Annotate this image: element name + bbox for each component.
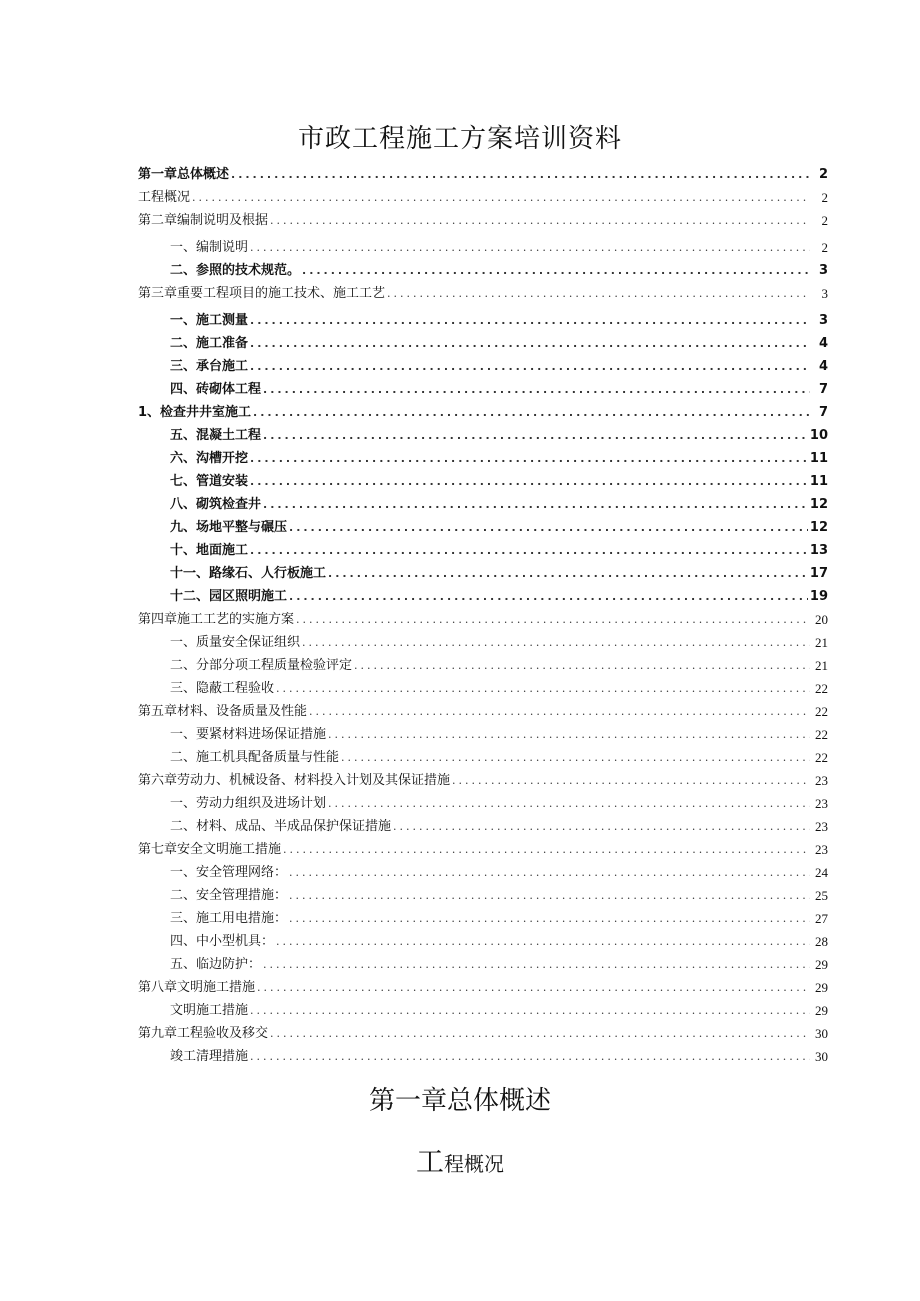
toc-entry[interactable]: [138, 206, 828, 229]
toc-entry[interactable]: [138, 973, 828, 996]
toc-entry-page-number: 25: [815, 888, 828, 903]
toc-entry-page-number: 4: [818, 359, 828, 374]
section-heading: [0, 1140, 920, 1180]
toc-dot-leader: [250, 451, 808, 467]
toc-entry[interactable]: [138, 766, 828, 789]
toc-entry-page-number: 23: [815, 796, 828, 811]
toc-entry[interactable]: [138, 183, 828, 206]
toc-entry[interactable]: [138, 651, 828, 674]
toc-dot-leader: [263, 957, 810, 973]
toc-entry-page-number: 11: [809, 474, 828, 489]
toc-entry-label: 一、安全管理网络：: [170, 865, 288, 880]
toc-entry-label: 九、场地平整与碾压: [170, 520, 288, 535]
toc-entry[interactable]: [138, 812, 828, 835]
toc-entry-page-number: 2: [818, 167, 828, 182]
toc-entry-label: 工程概况: [138, 190, 191, 205]
toc-entry-label: 二、施工机具配备质量与性能: [170, 750, 340, 765]
toc-entry-label: 一、施工测量: [170, 313, 249, 328]
toc-entry-page-number: 21: [815, 658, 828, 673]
toc-entry-page-number: 29: [815, 1003, 828, 1018]
document-title: 市政工程施工方案培训资料: [297, 124, 622, 154]
toc-entry[interactable]: [138, 605, 828, 628]
toc-entry-page-number: 30: [815, 1026, 828, 1041]
toc-entry-label: 四、中小型机具：: [170, 934, 275, 949]
toc-entry[interactable]: [138, 513, 828, 536]
toc-entry-page-number: 10: [809, 428, 828, 443]
toc-entry[interactable]: [138, 329, 828, 352]
toc-entry[interactable]: [138, 1019, 828, 1042]
toc-entry-page-number: 22: [815, 681, 828, 696]
toc-entry[interactable]: [138, 352, 828, 375]
toc-entry-label: 一、编制说明: [170, 240, 249, 255]
toc-entry-label: 第六章劳动力、机械设备、材料投入计划及其保证措施: [138, 773, 451, 788]
toc-dot-leader: [250, 1003, 810, 1019]
toc-entry-page-number: 3: [821, 286, 828, 301]
toc-entry-label: 二、分部分项工程质量检验评定: [170, 658, 353, 673]
toc-entry-label: 七、管道安装: [170, 474, 249, 489]
toc-entry-label: 十二、园区照明施工: [170, 589, 288, 604]
chapter-heading: 第一章总体概述: [368, 1086, 551, 1116]
toc-dot-leader: [328, 727, 810, 743]
toc-entry[interactable]: [138, 536, 828, 559]
toc-entry-page-number: 7: [818, 405, 828, 420]
toc-dot-leader: [250, 240, 810, 256]
toc-entry-page-number: 20: [815, 612, 828, 627]
toc-dot-leader: [387, 286, 810, 302]
toc-entry-label: 第七章安全文明施工措施: [138, 842, 282, 857]
toc-entry-page-number: 2: [821, 240, 828, 255]
toc-entry-label: 一、质量安全保证组织: [170, 635, 301, 650]
toc-dot-leader: [296, 612, 810, 628]
toc-entry[interactable]: [138, 858, 828, 881]
toc-entry-label: 第八章文明施工措施: [138, 980, 256, 995]
toc-entry[interactable]: [138, 628, 828, 651]
toc-dot-leader: [250, 313, 810, 329]
toc-entry-page-number: 3: [818, 313, 828, 328]
toc-entry-page-number: 29: [815, 980, 828, 995]
toc-dot-leader: [263, 382, 810, 398]
toc-entry-page-number: 28: [815, 934, 828, 949]
toc-entry-page-number: 17: [809, 566, 828, 581]
toc-entry[interactable]: [138, 881, 828, 904]
toc-entry-label: 三、隐蔽工程验收: [170, 681, 275, 696]
table-of-contents: [138, 160, 828, 1065]
toc-dot-leader: [393, 819, 810, 835]
toc-dot-leader: [302, 263, 810, 279]
toc-dot-leader: [257, 980, 810, 996]
toc-entry-label: 第九章工程验收及移交: [138, 1026, 269, 1041]
toc-entry-label: 十一、路缘石、人行板施工: [170, 566, 327, 581]
toc-entry-page-number: 7: [818, 382, 828, 397]
toc-entry[interactable]: [138, 743, 828, 766]
toc-entry-label: 三、承台施工: [170, 359, 249, 374]
toc-entry-label: 第三章重要工程项目的施工技术、施工工艺: [138, 286, 386, 301]
toc-entry-label: 第一章总体概述: [138, 167, 230, 182]
toc-entry[interactable]: [138, 256, 828, 279]
toc-entry-page-number: 23: [815, 842, 828, 857]
toc-entry[interactable]: [138, 444, 828, 467]
toc-dot-leader: [289, 589, 808, 605]
toc-entry[interactable]: [138, 950, 828, 973]
toc-entry-label: 三、施工用电措施：: [170, 911, 288, 926]
toc-dot-leader: [250, 474, 808, 490]
toc-dot-leader: [250, 1049, 810, 1065]
toc-dot-leader: [289, 865, 810, 881]
toc-entry-label: 一、要紧材料进场保证措施: [170, 727, 327, 742]
toc-entry[interactable]: [138, 1042, 828, 1065]
toc-dot-leader: [192, 190, 810, 206]
toc-entry[interactable]: [138, 697, 828, 720]
toc-entry[interactable]: [138, 835, 828, 858]
toc-entry[interactable]: [138, 996, 828, 1019]
toc-entry[interactable]: [138, 375, 828, 398]
toc-entry-page-number: 11: [809, 451, 828, 466]
toc-entry[interactable]: [138, 674, 828, 697]
toc-dot-leader: [341, 750, 810, 766]
toc-entry-label: 文明施工措施: [170, 1003, 249, 1018]
toc-dot-leader: [253, 405, 810, 421]
toc-entry-page-number: 4: [818, 336, 828, 351]
toc-entry[interactable]: [138, 160, 828, 183]
toc-entry[interactable]: [138, 233, 828, 256]
toc-entry-page-number: 21: [815, 635, 828, 650]
toc-dot-leader: [250, 543, 808, 559]
toc-entry-label: 二、材料、成品、半成品保护保证措施: [170, 819, 392, 834]
toc-dot-leader: [302, 635, 810, 651]
toc-entry-page-number: 23: [815, 773, 828, 788]
toc-dot-leader: [289, 520, 808, 536]
toc-entry-label: 竣工清理措施: [170, 1049, 249, 1064]
toc-entry-label: 八、砌筑检查井: [170, 497, 262, 512]
toc-entry-label: 六、沟槽开挖: [170, 451, 249, 466]
toc-entry[interactable]: [138, 904, 828, 927]
toc-dot-leader: [309, 704, 810, 720]
toc-dot-leader: [276, 681, 810, 697]
toc-entry-label: 第二章编制说明及根据: [138, 213, 269, 228]
toc-entry-page-number: 19: [809, 589, 828, 604]
toc-dot-leader: [328, 566, 808, 582]
toc-entry-label: 五、混凝土工程: [170, 428, 262, 443]
toc-entry-page-number: 2: [821, 213, 828, 228]
toc-entry[interactable]: [138, 421, 828, 444]
toc-entry-page-number: 30: [815, 1049, 828, 1064]
toc-entry[interactable]: [138, 582, 828, 605]
toc-dot-leader: [328, 796, 810, 812]
section-heading-rest: 程概况: [444, 1152, 504, 1176]
toc-entry[interactable]: [138, 559, 828, 582]
toc-dot-leader: [289, 911, 810, 927]
toc-entry[interactable]: [138, 490, 828, 513]
toc-entry-page-number: 24: [815, 865, 828, 880]
toc-entry-label: 二、施工准备: [170, 336, 249, 351]
toc-entry[interactable]: [138, 398, 828, 421]
toc-entry[interactable]: [138, 720, 828, 743]
toc-dot-leader: [276, 934, 810, 950]
toc-dot-leader: [231, 167, 810, 183]
toc-entry[interactable]: [138, 789, 828, 812]
toc-entry-label: 1、检查井井室施工: [138, 405, 252, 420]
section-heading-first-char: 工: [415, 1145, 444, 1178]
toc-entry-page-number: 27: [815, 911, 828, 926]
toc-entry-label: 第四章施工工艺的实施方案: [138, 612, 295, 627]
toc-entry-page-number: 12: [809, 497, 828, 512]
toc-dot-leader: [452, 773, 810, 789]
toc-entry-label: 二、安全管理措施：: [170, 888, 288, 903]
toc-entry-page-number: 22: [815, 727, 828, 742]
toc-dot-leader: [283, 842, 810, 858]
toc-dot-leader: [263, 428, 808, 444]
toc-entry-page-number: 29: [815, 957, 828, 972]
toc-entry-label: 十、地面施工: [170, 543, 249, 558]
toc-entry-page-number: 23: [815, 819, 828, 834]
toc-entry[interactable]: [138, 927, 828, 950]
toc-entry-page-number: 22: [815, 750, 828, 765]
toc-entry[interactable]: [138, 306, 828, 329]
toc-dot-leader: [270, 1026, 810, 1042]
toc-entry[interactable]: [138, 467, 828, 490]
toc-dot-leader: [354, 658, 810, 674]
toc-entry-page-number: 3: [818, 263, 828, 278]
toc-entry-page-number: 2: [821, 190, 828, 205]
toc-entry-label: 四、砖砌体工程: [170, 382, 262, 397]
toc-dot-leader: [250, 359, 810, 375]
toc-entry-page-number: 12: [809, 520, 828, 535]
toc-entry-page-number: 22: [815, 704, 828, 719]
toc-dot-leader: [270, 213, 810, 229]
toc-entry-label: 一、劳动力组织及进场计划: [170, 796, 327, 811]
toc-entry-label: 第五章材料、设备质量及性能: [138, 704, 308, 719]
toc-dot-leader: [263, 497, 808, 513]
toc-entry-page-number: 13: [809, 543, 828, 558]
toc-entry-label: 二、参照的技术规范。: [170, 263, 301, 278]
toc-dot-leader: [289, 888, 810, 904]
toc-entry[interactable]: [138, 279, 828, 302]
toc-dot-leader: [250, 336, 810, 352]
toc-entry-label: 五、临边防护：: [170, 957, 262, 972]
